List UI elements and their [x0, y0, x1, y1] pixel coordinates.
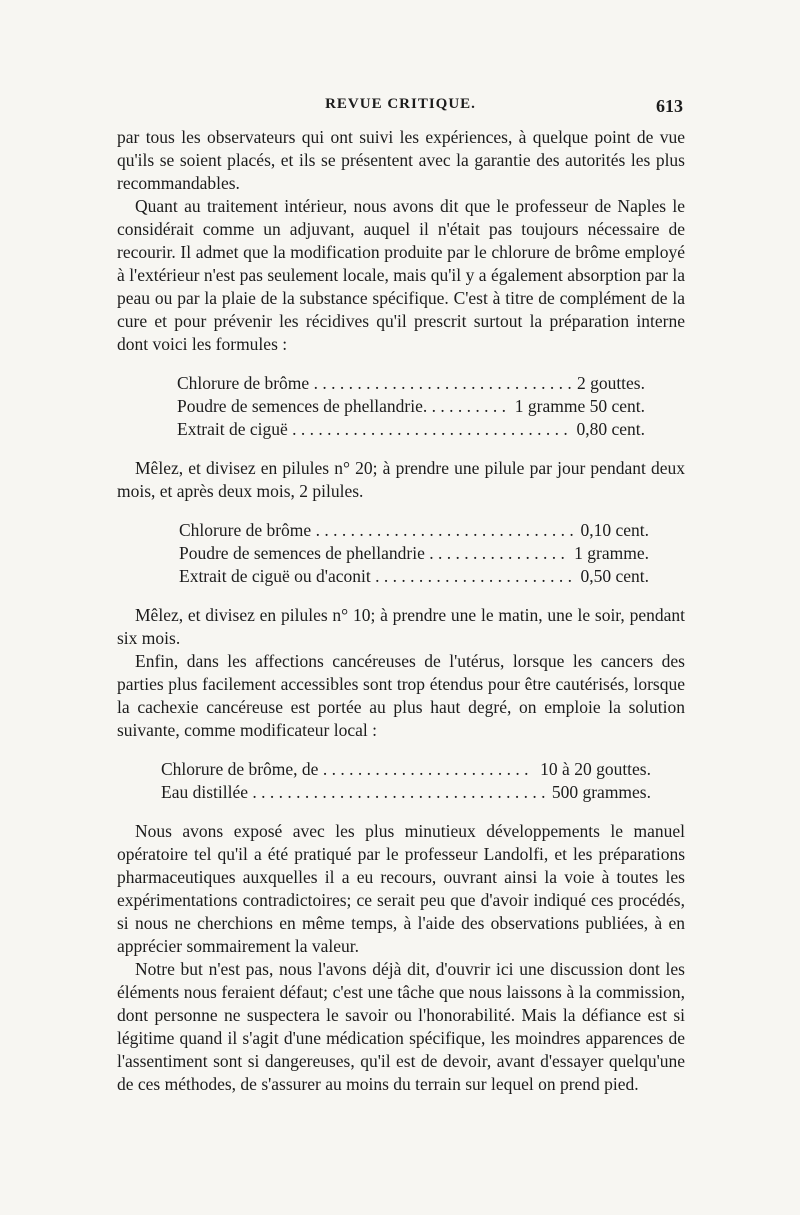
- formula-ingredient: Chlorure de brôme, de . . .: [161, 758, 534, 781]
- formula-pills-20: [177, 372, 645, 441]
- page-body: [117, 126, 685, 1096]
- formula-quantity: 0,50 cent.: [580, 566, 649, 586]
- paragraph-instructions-20: Mêlez, et divisez en pilules n° 20; à prendre une pilule par jour pendant deux mois, et après deux mois, 2 pilules.: [117, 458, 685, 501]
- formula-quantity: 0,10 cent.: [580, 520, 649, 540]
- formula-quantity: 10 à 20 gouttes.: [540, 759, 651, 779]
- formula-ingredient: Chlorure de brôme . . .: [177, 372, 571, 395]
- running-title: REVUE CRITIQUE.: [325, 96, 476, 112]
- formula-line: [179, 519, 649, 542]
- formula-line: [179, 565, 649, 588]
- formula-ingredient: Extrait de ciguë ou d'aconit . . .: [179, 565, 574, 588]
- formula-quantity: 0,80 cent.: [576, 419, 645, 439]
- paragraph-instructions-10: Mêlez, et divisez en pilules n° 10; à prendre une le matin, une le soir, pendant six mois.: [117, 605, 685, 648]
- formula-line: [177, 372, 645, 395]
- paragraph-internal-treatment: Quant au traitement intérieur, nous avons dit que le professeur de Naples le considérait comme un adjuvant, auquel il n'était pas toujours nécessaire de recourir. Il admet que la modification produite par le chlorure de brôme employé à l'extérieur n'est pas seulement locale, mais qu'il y a également absorption par la peau ou par la plaie de la substance spécifique. C'est à titre de complément de la cure et pour prévenir les récidives qu'il prescrit surtout la préparation interne dont voici les formules :: [117, 196, 685, 354]
- formula-pills-10: [179, 519, 649, 588]
- formula-ingredient: Extrait de ciguë . . .: [177, 418, 570, 441]
- page-number: 613: [656, 96, 683, 116]
- page-header: [118, 96, 683, 120]
- formula-ingredient: Poudre de semences de phellandrie . . .: [179, 542, 568, 565]
- paragraph-exposition: Nous avons exposé avec les plus minutieux développements le manuel opératoire tel qu'il a été pratiqué par le professeur Landolfi, et les préparations pharmaceutiques auxquelles il a eu recours, ouvrant ainsi la voie à toutes les expérimentations contradictoires; ce serait peu que d'avoir indiqué ces procédés, si nous ne cherchions en même temps, à l'aide des observations publiées, à en apprécier sommairement la valeur.: [117, 821, 685, 956]
- formula-line: [177, 395, 645, 418]
- formula-line: [177, 418, 645, 441]
- formula-ingredient: Chlorure de brôme . . .: [179, 519, 574, 542]
- formula-line: [179, 542, 649, 565]
- paragraph-continuation: par tous les observateurs qui ont suivi les expériences, à quelque point de vue qu'ils se soient placés, et ils se présentent avec la garantie des autorités les plus recommandables.: [117, 127, 685, 193]
- formula-quantity: 1 gramme.: [574, 543, 649, 563]
- formula-line: [161, 781, 651, 804]
- formula-quantity: 1 gramme 50 cent.: [514, 396, 645, 416]
- paragraph-uterine-cancer: Enfin, dans les affections cancéreuses de l'utérus, lorsque les cancers des parties plus facilement accessibles sont trop étendus pour être cautérisés, lorsque la cachexie cancéreuse est portée au plus haut degré, on emploie la solution suivante, comme modificateur local :: [117, 651, 685, 740]
- formula-local-solution: [161, 758, 651, 804]
- formula-ingredient: Eau distillée . . .: [161, 781, 546, 804]
- formula-line: [161, 758, 651, 781]
- paragraph-conclusion: Notre but n'est pas, nous l'avons déjà dit, d'ouvrir ici une discussion dont les éléments nous feraient défaut; c'est une tâche que nous laissons à la commission, dont personne ne suspectera le savoir ou l'honorabilité. Mais la défiance est si légitime quand il s'agit d'une médication spécifique, les moindres apparences de l'assentiment sont si dangereuses, qu'il est de devoir, avant d'essayer quelqu'une de ces méthodes, de s'assurer au moins du terrain sur lequel on prend pied.: [117, 959, 685, 1094]
- formula-quantity: 2 gouttes.: [576, 373, 645, 393]
- formula-quantity: 500 grammes.: [551, 782, 651, 802]
- formula-ingredient: Poudre de semences de phellandrie. . . .: [177, 395, 509, 418]
